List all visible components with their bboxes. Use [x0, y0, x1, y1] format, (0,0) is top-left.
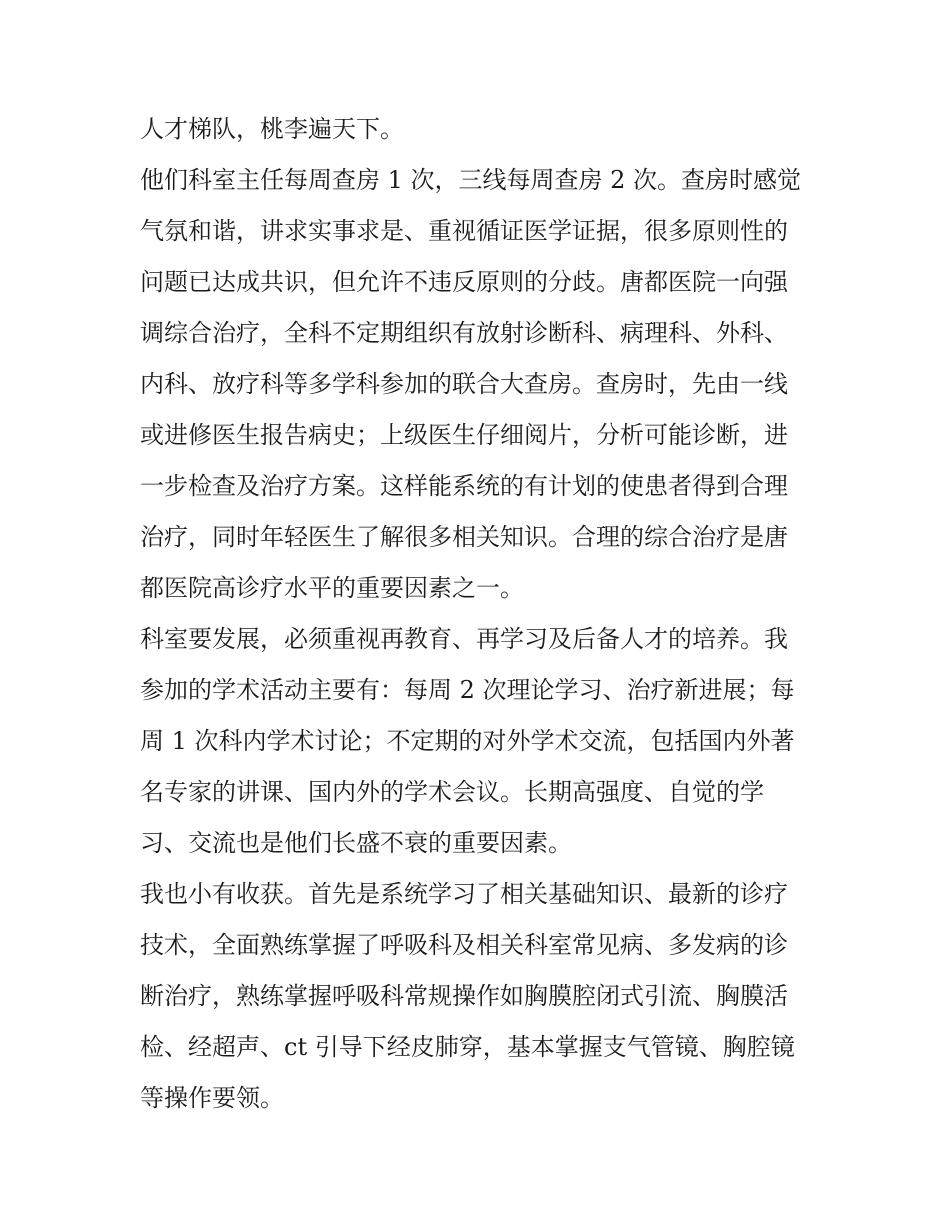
- text-line: 气氛和谐，讲求实事求是、重视循证医学证据，很多原则性的: [140, 217, 788, 245]
- text-line: 科室要发展，必须重视再教育、再学习及后备人才的培养。我: [140, 625, 788, 653]
- text-line: 习、交流也是他们长盛不衰的重要因素。: [140, 829, 572, 857]
- text-line: 等操作要领。: [140, 1084, 284, 1112]
- text-line: 治疗，同时年轻医生了解很多相关知识。合理的综合治疗是唐: [140, 523, 788, 551]
- text-line: 我也小有收获。首先是系统学习了相关基础知识、最新的诊疗: [140, 880, 788, 908]
- text-line: 周 1 次科内学术讨论；不定期的对外学术交流，包括国内外著: [140, 727, 795, 755]
- text-line: 都医院高诊疗水平的重要因素之一。: [140, 574, 524, 602]
- text-line: 检、经超声、ct 引导下经皮肺穿，基本掌握支气管镜、胸腔镜: [140, 1033, 795, 1061]
- text-line: 或进修医生报告病史；上级医生仔细阅片，分析可能诊断，进: [140, 421, 788, 449]
- text-line: 调综合治疗，全科不定期组织有放射诊断科、病理科、外科、: [140, 319, 788, 347]
- document-body: [140, 104, 820, 1124]
- text-line: 名专家的讲课、国内外的学术会议。长期高强度、自觉的学: [140, 778, 764, 806]
- text-line: 一步检查及治疗方案。这样能系统的有计划的使患者得到合理: [140, 472, 788, 500]
- text-line: 人才梯队，桃李遍天下。: [140, 115, 404, 143]
- text-line: 问题已达成共识，但允许不违反原则的分歧。唐都医院一向强: [140, 268, 788, 296]
- text-line: 内科、放疗科等多学科参加的联合大查房。查房时，先由一线: [140, 370, 788, 398]
- text-line: 断治疗，熟练掌握呼吸科常规操作如胸膜腔闭式引流、胸膜活: [140, 982, 788, 1010]
- text-line: 技术，全面熟练掌握了呼吸科及相关科室常见病、多发病的诊: [140, 931, 788, 959]
- text-line: 参加的学术活动主要有：每周 2 次理论学习、治疗新进展；每: [140, 676, 795, 704]
- text-line: 他们科室主任每周查房 1 次，三线每周查房 2 次。查房时感觉: [140, 166, 802, 194]
